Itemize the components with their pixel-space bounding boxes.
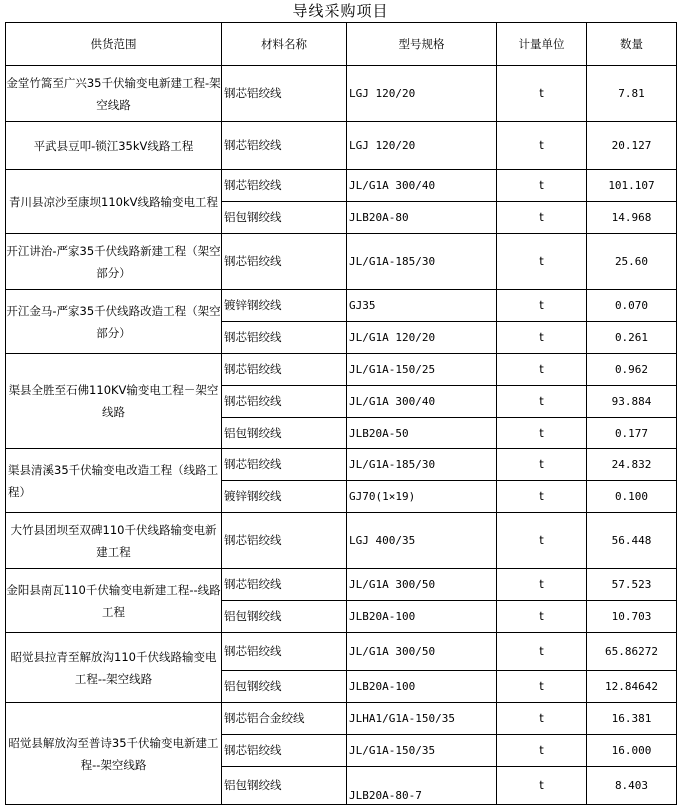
table-row — [6, 513, 677, 569]
material-cell: 钢芯铝绞线 — [222, 354, 347, 386]
table-row — [6, 290, 677, 322]
spec-cell: JLB20A-50 — [347, 418, 497, 449]
table-row — [6, 633, 677, 671]
material-cell: 钢芯铝绞线 — [222, 449, 347, 481]
table-row — [6, 66, 677, 122]
unit-cell: t — [497, 671, 587, 703]
table-row — [6, 170, 677, 202]
unit-cell: t — [497, 170, 587, 202]
supply-scope-cell: 开江讲治-严家35千伏线路新建工程（架空部分） — [6, 234, 222, 290]
unit-cell: t — [497, 202, 587, 234]
unit-cell: t — [497, 66, 587, 122]
material-cell: 钢芯铝绞线 — [222, 170, 347, 202]
page-title: 导线采购项目 — [292, 2, 389, 20]
unit-cell: t — [497, 386, 587, 418]
unit-cell: t — [497, 601, 587, 633]
header-material: 材料名称 — [222, 23, 347, 66]
supply-scope-cell: 大竹县团坝至双碑110千伏线路输变电新建工程 — [6, 513, 222, 569]
header-scope: 供货范围 — [6, 23, 222, 66]
spec-cell: JLHA1/G1A-150/35 — [347, 703, 497, 735]
spec-cell: JLB20A-100 — [347, 671, 497, 703]
spec-cell: JL/G1A 300/40 — [347, 170, 497, 202]
spec-cell: JL/G1A-185/30 — [347, 449, 497, 481]
material-cell: 铝包钢绞线 — [222, 767, 347, 805]
quantity-cell: 14.968 — [587, 202, 677, 234]
unit-cell: t — [497, 767, 587, 805]
header-unit: 计量单位 — [497, 23, 587, 66]
procurement-table — [5, 22, 677, 805]
supply-scope-cell: 昭觉县解放沟至普诗35千伏输变电新建工程--架空线路 — [6, 703, 222, 805]
quantity-cell: 24.832 — [587, 449, 677, 481]
table-row — [6, 234, 677, 290]
table-row — [6, 569, 677, 601]
material-cell: 钢芯铝合金绞线 — [222, 703, 347, 735]
material-cell: 钢芯铝绞线 — [222, 66, 347, 122]
unit-cell: t — [497, 354, 587, 386]
supply-scope-cell: 开江金马-严家35千伏线路改造工程（架空部分） — [6, 290, 222, 354]
supply-scope-cell: 平武县豆叩-锁江35kV线路工程 — [6, 122, 222, 170]
unit-cell: t — [497, 322, 587, 354]
unit-cell: t — [497, 449, 587, 481]
spec-cell: JL/G1A-150/35 — [347, 735, 497, 767]
table-row — [6, 449, 677, 481]
spec-cell: LGJ 400/35 — [347, 513, 497, 569]
quantity-cell: 8.403 — [587, 767, 677, 805]
quantity-cell: 10.703 — [587, 601, 677, 633]
quantity-cell: 0.100 — [587, 481, 677, 513]
material-cell: 钢芯铝绞线 — [222, 513, 347, 569]
quantity-cell: 12.84642 — [587, 671, 677, 703]
quantity-cell: 93.884 — [587, 386, 677, 418]
quantity-cell: 0.070 — [587, 290, 677, 322]
spec-cell: JL/G1A 300/50 — [347, 633, 497, 671]
spec-cell: GJ70(1×19) — [347, 481, 497, 513]
spec-cell: GJ35 — [347, 290, 497, 322]
unit-cell: t — [497, 633, 587, 671]
material-cell: 钢芯铝绞线 — [222, 386, 347, 418]
table-row — [6, 122, 677, 170]
spec-cell: JLB20A-80-7 — [347, 767, 497, 805]
quantity-cell: 0.177 — [587, 418, 677, 449]
material-cell: 钢芯铝绞线 — [222, 122, 347, 170]
quantity-cell: 65.86272 — [587, 633, 677, 671]
header-row — [6, 23, 677, 66]
supply-scope-cell: 昭觉县拉青至解放沟110千伏线路输变电工程--架空线路 — [6, 633, 222, 703]
unit-cell: t — [497, 290, 587, 322]
quantity-cell: 25.60 — [587, 234, 677, 290]
unit-cell: t — [497, 481, 587, 513]
spec-cell: LGJ 120/20 — [347, 66, 497, 122]
supply-scope-cell: 渠县全胜至石佛110KV输变电工程－架空线路 — [6, 354, 222, 449]
spec-cell: JL/G1A 300/50 — [347, 569, 497, 601]
unit-cell: t — [497, 122, 587, 170]
quantity-cell: 16.381 — [587, 703, 677, 735]
material-cell: 钢芯铝绞线 — [222, 569, 347, 601]
header-quantity: 数量 — [587, 23, 677, 66]
supply-scope-cell: 金阳县南瓦110千伏输变电新建工程--线路工程 — [6, 569, 222, 633]
quantity-cell: 56.448 — [587, 513, 677, 569]
spec-cell: JLB20A-100 — [347, 601, 497, 633]
quantity-cell: 16.000 — [587, 735, 677, 767]
unit-cell: t — [497, 703, 587, 735]
spec-cell: JL/G1A 300/40 — [347, 386, 497, 418]
material-cell: 铝包钢绞线 — [222, 418, 347, 449]
material-cell: 钢芯铝绞线 — [222, 735, 347, 767]
material-cell: 镀锌钢绞线 — [222, 481, 347, 513]
spec-cell: JL/G1A-185/30 — [347, 234, 497, 290]
quantity-cell: 57.523 — [587, 569, 677, 601]
quantity-cell: 101.107 — [587, 170, 677, 202]
supply-scope-cell: 青川县凉沙至康坝110kV线路输变电工程 — [6, 170, 222, 234]
supply-scope-cell: 渠县清溪35千伏输变电改造工程（线路工程） — [6, 449, 222, 513]
supply-scope-cell: 金堂竹篙至广兴35千伏输变电新建工程-架空线路 — [6, 66, 222, 122]
material-cell: 钢芯铝绞线 — [222, 633, 347, 671]
quantity-cell: 7.81 — [587, 66, 677, 122]
spec-cell: JL/G1A 120/20 — [347, 322, 497, 354]
spec-cell: JLB20A-80 — [347, 202, 497, 234]
unit-cell: t — [497, 234, 587, 290]
quantity-cell: 0.962 — [587, 354, 677, 386]
material-cell: 铝包钢绞线 — [222, 202, 347, 234]
material-cell: 铝包钢绞线 — [222, 601, 347, 633]
spec-cell: LGJ 120/20 — [347, 122, 497, 170]
quantity-cell: 0.261 — [587, 322, 677, 354]
material-cell: 镀锌钢绞线 — [222, 290, 347, 322]
unit-cell: t — [497, 569, 587, 601]
material-cell: 铝包钢绞线 — [222, 671, 347, 703]
unit-cell: t — [497, 735, 587, 767]
material-cell: 钢芯铝绞线 — [222, 234, 347, 290]
table-row — [6, 703, 677, 735]
quantity-cell: 20.127 — [587, 122, 677, 170]
unit-cell: t — [497, 418, 587, 449]
material-cell: 钢芯铝绞线 — [222, 322, 347, 354]
header-spec: 型号规格 — [347, 23, 497, 66]
unit-cell: t — [497, 513, 587, 569]
spec-cell: JL/G1A-150/25 — [347, 354, 497, 386]
table-row — [6, 354, 677, 386]
